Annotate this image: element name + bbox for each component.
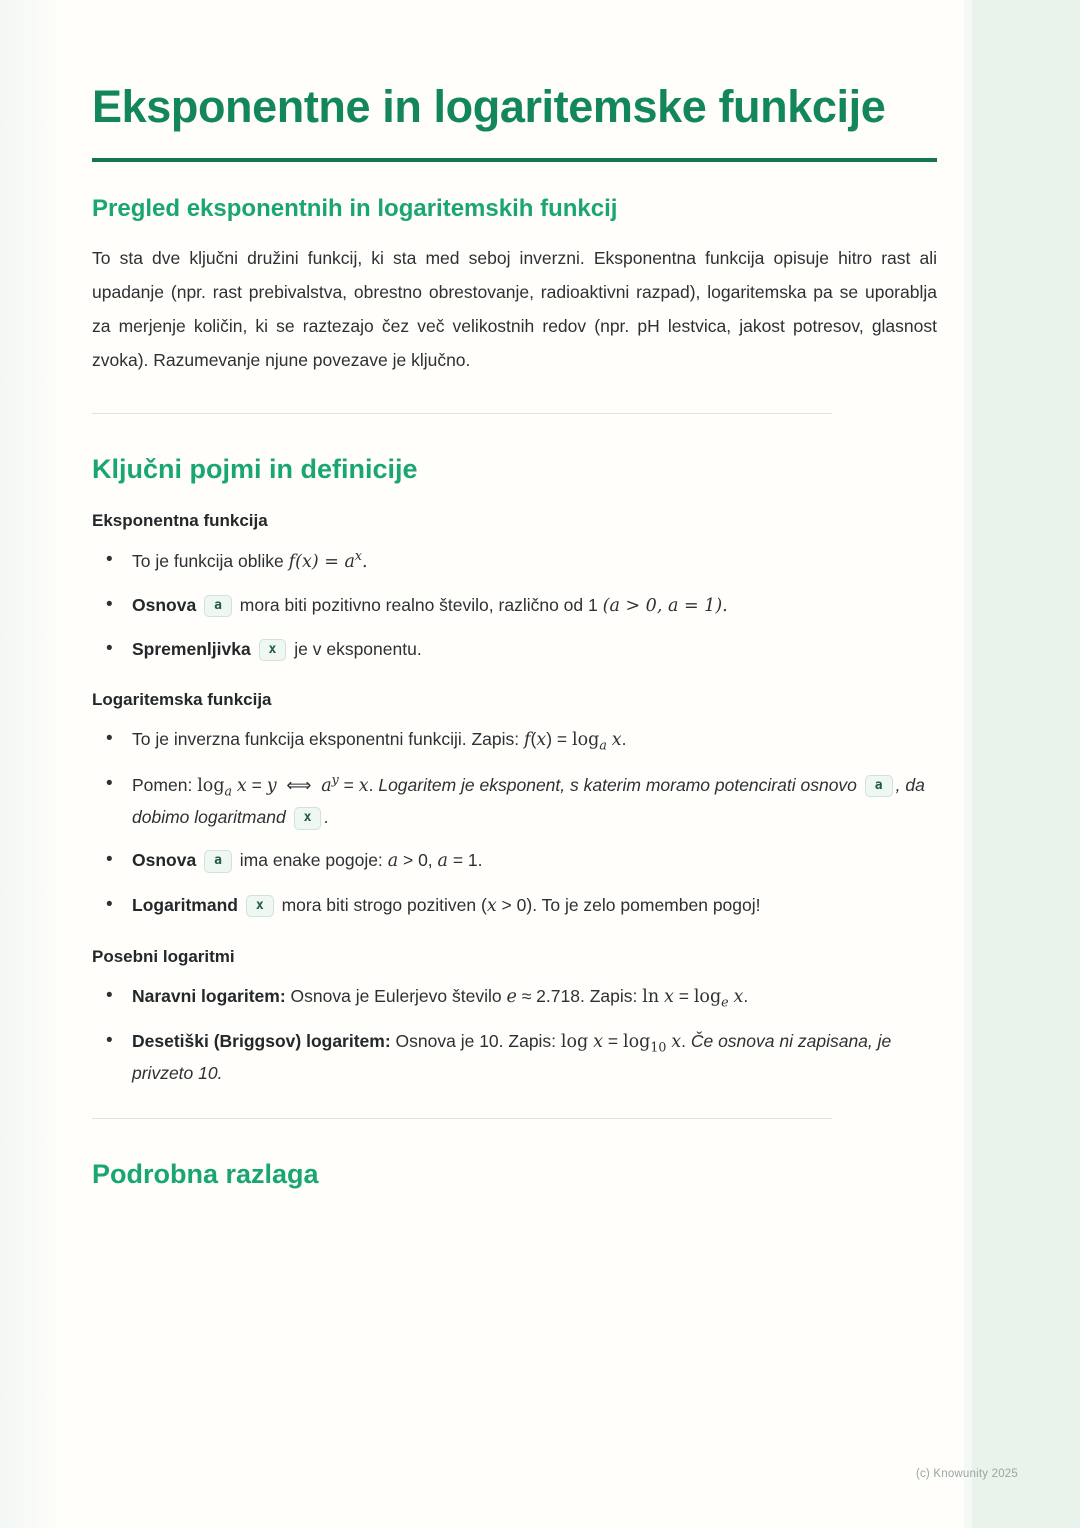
item-bold-label: Osnova <box>132 595 197 616</box>
code-chip-a: a <box>204 850 232 872</box>
item-math-2: $\ln x = \log_e x$. <box>642 985 749 1010</box>
section-divider-2 <box>92 1118 832 1119</box>
item-italic: , da dobimo logaritmand <box>132 775 925 828</box>
item-bold-label: Naravni logaritem: <box>132 985 286 1006</box>
list-item <box>124 981 937 1013</box>
document-content <box>92 78 937 1210</box>
item-math: $a^y = x$. <box>321 772 374 797</box>
item-math: e ≈ 2.718. <box>506 985 585 1007</box>
item-text-2: Zapis: <box>589 985 638 1006</box>
item-bold-label: Spremenljivka <box>132 639 251 660</box>
exponential-list <box>92 545 937 664</box>
section-heading-overview: Pregled eksponentnih in logaritemskih funkcij <box>92 194 618 222</box>
item-text: Osnova je Eulerjevo število <box>290 985 502 1006</box>
item-label: Pomen: <box>132 775 193 796</box>
item-text: mora biti strogo pozitiven <box>281 894 477 915</box>
item-bold-label: Desetiški (Briggsov) logaritem: <box>132 1030 391 1051</box>
list-item <box>124 890 937 921</box>
section-divider-1 <box>92 413 832 414</box>
item-text: je v eksponentu. <box>294 639 422 660</box>
overview-paragraph: To sta dve ključni družini funkcij, ki sta med seboj inverzni. Eksponentna funkcija opisuje hitro rast ali upadanje (npr. rast prebivalstva, obrestno obrestovanje, radioaktivni razpad), logaritemska pa se uporablja za merjenje količin, ki se raztezajo čez več velikostnih redov (npr. pH lestvica, jakost potresov, glasnost zvoka). Razumevanje njune povezave je ključno. <box>92 247 937 370</box>
list-item <box>124 769 937 832</box>
list-item <box>124 845 937 876</box>
item-math: (x > 0). <box>480 894 538 916</box>
section-heading-detailed: Podrobna razlaga <box>92 1159 319 1190</box>
list-item <box>124 545 937 577</box>
subheading-exponential: Eksponentna funkcija <box>92 511 268 531</box>
item-italic: Logaritem je eksponent, s katerim moramo potencirati osnovo <box>378 775 857 796</box>
item-math: $f(x) = a^x$. <box>288 548 368 572</box>
list-item <box>124 590 937 621</box>
list-item <box>124 1026 937 1088</box>
item-bold-label: Logaritmand <box>132 894 238 915</box>
item-italic: Če osnova ni zapisana, je privzeto 10. <box>132 1030 892 1083</box>
item-text: ima enake pogoje: <box>239 850 383 871</box>
logarithmic-list <box>92 724 937 920</box>
section-heading-key-concepts: Ključni pojmi in definicije <box>92 454 418 485</box>
code-chip-a: a <box>865 775 893 797</box>
page-right-inner-strip <box>964 0 972 1528</box>
item-math: $f(x) = \log_a x$. <box>524 729 627 753</box>
special-logarithms-list <box>92 981 937 1088</box>
code-chip-a: a <box>204 595 232 617</box>
iff-arrow-icon: ⟺ <box>281 775 317 796</box>
item-math: (a > 0, a = 1). <box>602 596 728 617</box>
code-chip-x: x <box>246 895 274 917</box>
item-text: To je inverzna funkcija eksponentni funkciji. Zapis: <box>132 729 520 750</box>
item-math: a > 0, a = 1. <box>387 850 483 872</box>
list-item <box>124 724 937 756</box>
item-math: $\log x = \log_{10} x$. <box>560 1030 686 1055</box>
code-chip-x: x <box>259 639 287 661</box>
page-left-edge <box>0 0 58 1528</box>
page-right-band <box>972 0 1080 1528</box>
code-chip-x: x <box>294 807 322 829</box>
item-text: mora biti pozitivno realno število, različno od 1 <box>239 595 598 616</box>
title-divider <box>92 158 937 162</box>
list-item <box>124 634 937 664</box>
copyright-footer: (c) Knowunity 2025 <box>915 1468 1018 1480</box>
item-text-2: To je zelo pomemben pogoj! <box>541 894 761 915</box>
item-math: $\log_a x = y$ <box>197 775 277 799</box>
item-italic: . <box>324 807 330 828</box>
item-text: To je funkcija oblike <box>132 550 284 571</box>
subheading-special-logarithms: Posebni logaritmi <box>92 946 235 966</box>
item-bold-label: Osnova <box>132 850 197 871</box>
item-text: Osnova je 10. Zapis: <box>395 1030 557 1051</box>
page-title: Eksponentne in logaritemske funkcije <box>92 81 886 132</box>
subheading-logarithmic: Logaritemska funkcija <box>92 690 272 710</box>
